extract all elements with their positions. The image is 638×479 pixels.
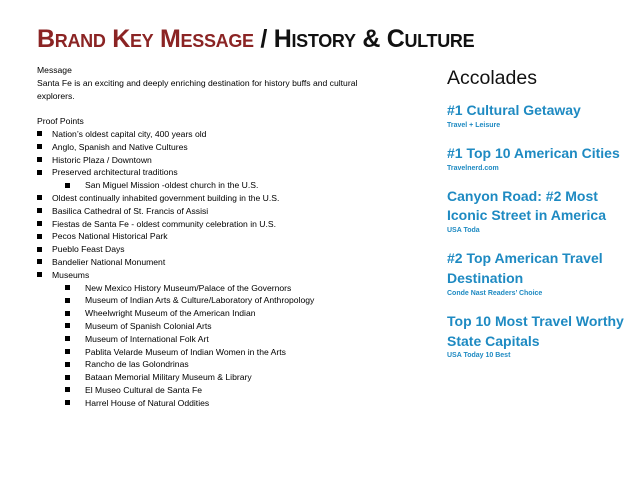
accolade-item xyxy=(447,144,635,174)
title-brand-key-message: Brand Key Message xyxy=(37,25,254,53)
sub-list-item xyxy=(37,384,382,397)
square-bullet-icon xyxy=(37,259,42,264)
sub-list-item xyxy=(37,333,382,346)
square-bullet-icon xyxy=(65,400,70,405)
list-item-label: Bandelier National Monument xyxy=(52,256,166,267)
sub-list-item xyxy=(37,371,382,384)
list-item xyxy=(37,205,382,218)
accolades-column xyxy=(447,66,635,374)
sub-list-item xyxy=(37,358,382,371)
sub-list-item xyxy=(37,397,382,410)
sub-list-item xyxy=(37,179,382,192)
list-item-label: Harrel House of Natural Oddities xyxy=(85,397,210,408)
list-item-label: Pecos National Historical Park xyxy=(52,231,168,242)
square-bullet-icon xyxy=(65,285,70,290)
square-bullet-icon xyxy=(65,349,70,354)
message-column xyxy=(37,64,382,410)
list-item-label: Pueblo Feast Days xyxy=(52,244,125,255)
accolade-title: #1 Cultural Getaway xyxy=(447,102,581,118)
proof-points-list xyxy=(37,128,382,179)
architecture-sublist xyxy=(37,179,382,192)
list-item xyxy=(37,269,382,282)
square-bullet-icon xyxy=(37,170,42,175)
accolade-title: #2 Top American Travel Destination xyxy=(447,250,603,286)
accolade-item xyxy=(447,101,635,131)
list-item-label: Pablita Velarde Museum of Indian Women in the Arts xyxy=(85,346,286,357)
accolade-source: USA Today 10 Best xyxy=(447,352,511,360)
list-item xyxy=(37,243,382,256)
square-bullet-icon xyxy=(65,362,70,367)
museums-sublist xyxy=(37,282,382,410)
list-item xyxy=(37,128,382,141)
list-item xyxy=(37,154,382,167)
sub-list-item xyxy=(37,307,382,320)
square-bullet-icon xyxy=(37,272,42,277)
list-item-label: Wheelwright Museum of the American Indian xyxy=(85,308,256,319)
section-spacer xyxy=(37,102,382,115)
square-bullet-icon xyxy=(65,375,70,380)
list-item xyxy=(37,192,382,205)
accolade-source: USA Toda xyxy=(447,227,480,235)
list-item-label: Fiestas de Santa Fe - oldest community celebration in U.S. xyxy=(52,218,277,229)
square-bullet-icon xyxy=(37,247,42,252)
list-item xyxy=(37,141,382,154)
square-bullet-icon xyxy=(37,157,42,162)
accolade-source: Conde Nast Readers’ Choice xyxy=(447,289,543,297)
square-bullet-icon xyxy=(65,323,70,328)
list-item xyxy=(37,230,382,243)
list-item-label: Oldest continually inhabited government building in the U.S. xyxy=(52,192,280,203)
list-item-label: Museum of Indian Arts & Culture/Laboratory of Anthropology xyxy=(85,295,315,306)
square-bullet-icon xyxy=(37,144,42,149)
sub-list-item xyxy=(37,320,382,333)
square-bullet-icon xyxy=(65,311,70,316)
square-bullet-icon xyxy=(37,208,42,213)
square-bullet-icon xyxy=(65,387,70,392)
list-item-label: San Miguel Mission -oldest church in the U.S. xyxy=(85,180,259,191)
accolade-title: Canyon Road: #2 Most Iconic Street in America xyxy=(447,187,606,224)
accolade-item xyxy=(447,249,635,299)
page-title xyxy=(37,24,474,54)
list-item-label: Bataan Memorial Military Museum & Library xyxy=(85,372,252,383)
sub-list-item xyxy=(37,346,382,359)
sub-list-item xyxy=(37,282,382,295)
square-bullet-icon xyxy=(37,195,42,200)
message-heading: Message xyxy=(37,65,72,75)
square-bullet-icon xyxy=(65,183,70,188)
list-item-label: Nation’s oldest capital city, 400 years old xyxy=(52,128,207,139)
proof-points-list-continued xyxy=(37,192,382,282)
title-history-culture: History & Culture xyxy=(273,25,475,53)
square-bullet-icon xyxy=(65,336,70,341)
list-item-label: Basilica Cathedral of St. Francis of Assisi xyxy=(52,205,209,216)
accolade-item xyxy=(447,187,635,237)
square-bullet-icon xyxy=(37,131,42,136)
list-item-label: Preserved architectural traditions xyxy=(52,167,178,178)
list-item-label: New Mexico History Museum/Palace of the Governors xyxy=(85,282,292,293)
sub-list-item xyxy=(37,294,382,307)
list-item xyxy=(37,166,382,179)
square-bullet-icon xyxy=(37,221,42,226)
list-item-label: Anglo, Spanish and Native Cultures xyxy=(52,141,188,152)
accolade-title: #1 Top 10 American Cities xyxy=(447,144,620,161)
list-item xyxy=(37,218,382,231)
accolade-source: Travel + Leisure xyxy=(447,121,501,129)
square-bullet-icon xyxy=(37,234,42,239)
title-separator: / xyxy=(253,25,274,53)
message-text: Santa Fe is an exciting and deeply enriching destination for history buffs and cultural explorers. xyxy=(37,77,358,101)
list-item-label: Rancho de las Golondrinas xyxy=(85,359,189,370)
list-item-label: Museum of International Folk Art xyxy=(85,333,209,344)
accolade-title: Top 10 Most Travel Worthy State Capitals xyxy=(447,312,624,349)
proof-points-heading: Proof Points xyxy=(37,116,84,127)
list-item-label: Museum of Spanish Colonial Arts xyxy=(85,320,212,331)
square-bullet-icon xyxy=(65,298,70,303)
list-item xyxy=(37,256,382,269)
accolades-heading: Accolades xyxy=(447,67,537,89)
list-item-label: Museums xyxy=(52,269,90,280)
list-item-label: El Museo Cultural de Santa Fe xyxy=(85,384,203,395)
accolade-item xyxy=(447,312,635,362)
accolade-source: Travelnerd.com xyxy=(447,164,499,172)
list-item-label: Historic Plaza / Downtown xyxy=(52,154,152,165)
